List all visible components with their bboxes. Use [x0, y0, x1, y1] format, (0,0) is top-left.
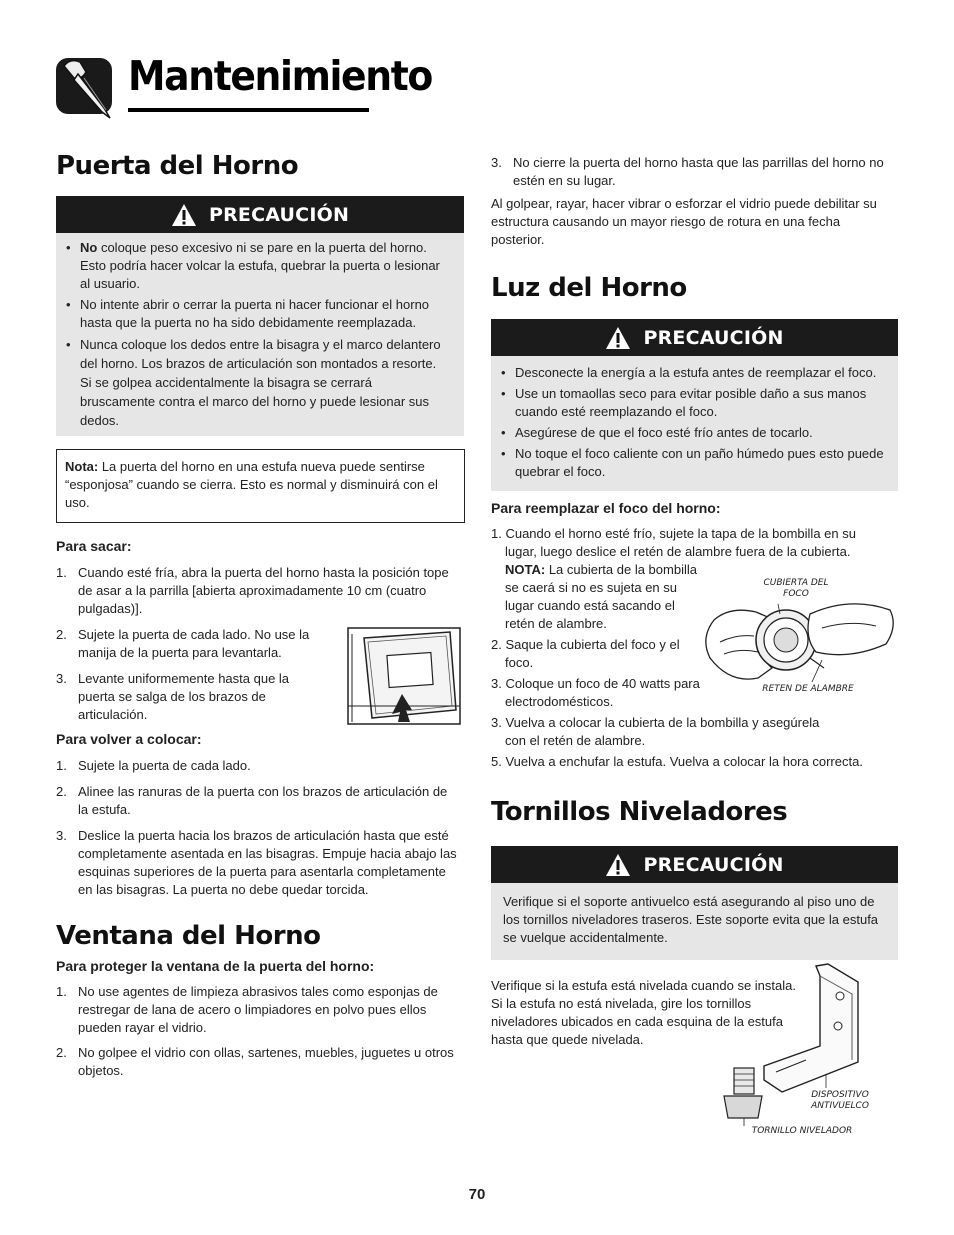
ventana-steps — [56, 983, 462, 1086]
sacar-steps — [56, 564, 460, 624]
subheading-sacar: Para sacar: — [56, 538, 132, 554]
note-box — [56, 449, 465, 523]
colocar-steps — [56, 757, 460, 905]
screwdriver-icon — [56, 52, 116, 120]
note-label: Nota: — [65, 459, 99, 474]
list-item: 2. Alinee las ranuras de la puerta con los brazos de articulación de la estufa. — [56, 784, 448, 817]
warning-icon — [605, 326, 631, 350]
caption-wire-retainer: RETEN DE ALAMBRE — [762, 684, 854, 694]
list-item: 3. No cierre la puerta del horno hasta que las parrillas del horno no estén en su lugar. — [491, 155, 884, 188]
caution-box-tornillos — [491, 846, 898, 960]
caution-label: PRECAUCIÓN — [643, 326, 784, 349]
luz-nota: NOTA: La cubierta de la bombilla se caerá si no es sujeta en su lugar cuando está sacando el retén de alambre. — [505, 562, 697, 631]
caption-bulb-cover: CUBIERTA DEL FOCO — [763, 578, 829, 599]
title-underline — [128, 108, 369, 112]
caution-box-luz — [491, 319, 898, 491]
caution-header — [56, 196, 464, 233]
warning-icon — [171, 203, 197, 227]
caution-item: • Nunca coloque los dedos entre la bisagra y el marco delantero del horno. Los brazos de articulación son montados a resorte. Si se golpea accidentalmente la bisagra se cerrará bruscamente contra el marco del horno y puede lesionar sus dedos. — [80, 335, 450, 430]
caution-label: PRECAUCIÓN — [208, 203, 350, 226]
caution-item: • Desconecte la energía a la estufa antes de reemplazar el foco. — [515, 364, 884, 382]
ventana-paragraph: Al golpear, rayar, hacer vibrar o esforzar el vidrio puede debilitar su estructura causando un mayor riesgo de rotura en una fecha posterior. — [491, 196, 877, 247]
door-removal-illustration — [344, 624, 464, 728]
caution-header — [491, 846, 898, 883]
section-heading-luz: Luz del Horno — [491, 273, 687, 303]
caution-text: Verifique si el soporte antivuelco está asegurando al piso uno de los tornillos niveladores traseros. Este soporte evita que la estufa se vuelque accidentalmente. — [503, 894, 879, 945]
luz-step-3: 3. Coloque un foco de 40 watts para electrodomésticos. — [491, 676, 700, 709]
list-item: 3. Levante uniformemente hasta que la puerta se salga de los brazos de articulación. — [56, 671, 290, 722]
caution-item: • No toque el foco caliente con un paño húmedo pues esto puede quebrar el foco. — [515, 445, 884, 481]
list-item: 1. Cuando esté fría, abra la puerta del horno hasta la posición tope de asar a la parrilla [abierta aproximadamente 10 cm (cuatro pulgadas)]. — [56, 565, 449, 616]
caution-label: PRECAUCIÓN — [643, 853, 784, 876]
caution-box-puerta — [56, 196, 464, 436]
caution-item: • No coloque peso excesivo ni se pare en la puerta del horno. Esto podría hacer volcar la estufa, quebrar la puerta o lesionar al usuario. — [80, 239, 450, 293]
sacar-steps-2 — [56, 626, 326, 730]
list-item: 1. No use agentes de limpieza abrasivos tales como esponjas de restregar de lana de acero o limpiadores en polvo pues ellos pueden rayar el vidrio. — [56, 984, 438, 1035]
caution-item: • No intente abrir o cerrar la puerta ni hacer funcionar el horno hasta que la puerta no ha sido debidamente reemplazada. — [80, 296, 450, 332]
luz-step-2: 2. Saque la cubierta del foco y el foco. — [491, 637, 680, 670]
list-item: 3. Deslice la puerta hacia los brazos de articulación hasta que esté completamente asentada en las bisagras. Empuje hacia abajo las esquinas superiores de la puerta para asentarla completamente en las bisagras. La puerta no debe quedar torcida. — [56, 828, 457, 897]
caption-anti-tip: DISPOSITIVO ANTIVUELCO — [811, 1090, 869, 1111]
tornillos-paragraph: Verifique si la estufa está nivelada cuando se instala. Si la estufa no está nivelada, gire los tornillos niveladores ubicados en cada esquina de la estufa hasta que quede nivelada. — [491, 978, 796, 1047]
caption-leveling-screw: TORNILLO NIVELADOR — [751, 1126, 853, 1136]
luz-step-5: 5. Vuelva a enchufar la estufa. Vuelva a colocar la hora correcta. — [491, 754, 863, 769]
section-heading-tornillos: Tornillos Niveladores — [491, 797, 788, 827]
caution-item: • Use un tomaollas seco para evitar posible daño a sus manos cuando esté reemplazando el foco. — [515, 385, 884, 421]
list-item: 2. No golpee el vidrio con ollas, sartenes, muebles, juguetes u otros objetos. — [56, 1045, 454, 1078]
section-heading-ventana: Ventana del Horno — [56, 921, 321, 951]
caution-item: • Asegúrese de que el foco esté frío antes de tocarlo. — [515, 424, 884, 442]
section-heading-puerta: Puerta del Horno — [56, 151, 299, 181]
ventana-steps-cont — [491, 154, 898, 196]
caution-header — [491, 319, 898, 356]
subheading-ventana: Para proteger la ventana de la puerta del horno: — [56, 958, 375, 974]
luz-step-4: 3. Vuelva a colocar la cubierta de la bombilla y asegúrela con el retén de alambre. — [491, 715, 820, 748]
bulb-replacement-illustration — [700, 598, 898, 686]
subheading-colocar: Para volver a colocar: — [56, 731, 202, 747]
warning-icon — [605, 853, 631, 877]
subheading-luz: Para reemplazar el foco del horno: — [491, 500, 721, 516]
note-text: La puerta del horno en una estufa nueva puede sentirse “esponjosa” cuando se cierra. Esto es normal y disminuirá con el uso. — [65, 459, 438, 510]
page-number: 70 — [468, 1186, 486, 1203]
luz-step-1: 1. Cuando el horno esté frío, sujete la tapa de la bombilla en su lugar, luego deslice el retén de alambre fuera de la cubierta. — [491, 526, 856, 559]
page-title: Mantenimiento — [128, 52, 432, 100]
list-item: 1. Sujete la puerta de cada lado. — [56, 758, 251, 773]
list-item: 2. Sujete la puerta de cada lado. No use la manija de la puerta para levantarla. — [56, 627, 310, 660]
